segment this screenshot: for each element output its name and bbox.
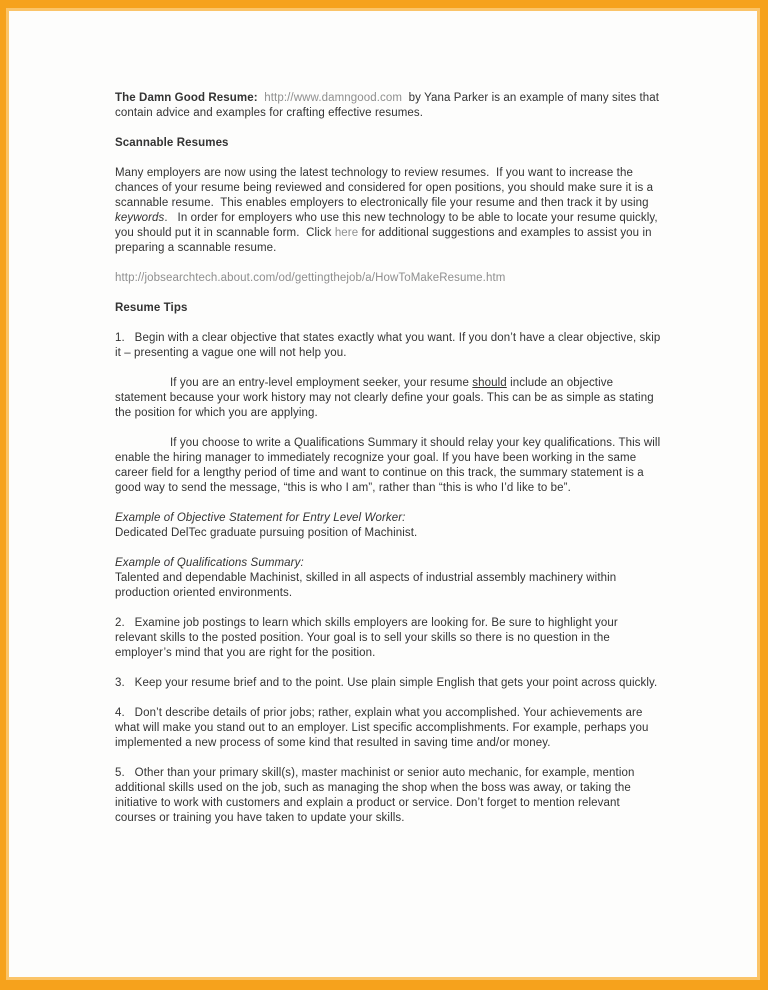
text-segment: 5. Other than your primary skill(s), master machinist or senior auto mechanic, for example, mention additional skills used on the job, such as managing the shop when the boss was away, or taking the initiative to work with customers and explain a product or service. Don’t forget to mention relevant courses or training you have taken to update your skills. (115, 767, 638, 824)
text-segment: Example of Qualifications Summary: (115, 557, 304, 569)
text-segment: Example of Objective Statement for Entry Level Worker: (115, 512, 406, 524)
hyperlink[interactable]: http://jobsearchtech.about.com/od/gettingthejob/a/HowToMakeResume.htm (115, 272, 506, 284)
text-segment: keywords (115, 212, 165, 224)
text-segment: should (472, 377, 507, 389)
hyperlink[interactable]: http://www.damngood.com (264, 92, 403, 104)
hyperlink[interactable]: here (334, 227, 359, 239)
text-segment: Many employers are now using the latest technology to review resumes. If you want to increase the chances of your resume being reviewed and considered for open positions, you should make sure it is a scannable resume. This enables employers to electronically file your resume and then track it by using (115, 167, 657, 209)
text-segment: Talented and dependable Machinist, skilled in all aspects of industrial assembly machinery within production oriented environments. (115, 572, 620, 599)
intro-paragraph (115, 91, 661, 121)
section-heading-resume-tips (115, 301, 661, 316)
resource-url (115, 271, 661, 286)
tip-4-paragraph (115, 706, 661, 751)
text-segment: 2. Examine job postings to learn which skills employers are looking for. Be sure to highlight your relevant skills to the posted position. Your goal is to sell your skills so there is no question in the employer’s mind that you are right for the position. (115, 617, 622, 659)
text-segment: 4. Don’t describe details of prior jobs; rather, explain what you accomplished. Your achievements are what will make you stand out to an employer. List specific accomplishments. For example, perhaps you implemented a new process of some kind that resulted in saving time and/or money. (115, 707, 652, 749)
text-segment: Resume Tips (115, 302, 188, 314)
document-page (9, 11, 757, 977)
text-segment: Scannable Resumes (115, 137, 229, 149)
text-segment: 1. Begin with a clear objective that states exactly what you want. If you don’t have a clear objective, skip it – presenting a vague one will not help you. (115, 332, 664, 359)
qualifications-summary-paragraph (115, 436, 664, 496)
section-heading-scannable-resumes (115, 136, 661, 151)
objective-example-label (115, 511, 661, 526)
objective-example-text (115, 526, 661, 541)
text-segment: for additional suggestions and examples to assist you in preparing a scannable resume. (115, 227, 655, 254)
summary-example-text (115, 571, 661, 601)
text-segment: If you choose to write a Qualifications Summary it should relay your key qualifications. This will enable the hiring manager to immediately recognize your goal. If you have been working in the same career field for a lengthy period of time and want to continue on this track, the summary statement is a good way to send the message, “this is who I am”, rather than “this is who I’d like to be”. (115, 437, 664, 494)
summary-example-label (115, 556, 661, 571)
tip-1-paragraph (115, 331, 664, 361)
text-segment: include an objective statement because your work history may not clearly define your goals. This can be as simple as stating the position for which you are applying. (115, 377, 658, 419)
text-segment: If you are an entry-level employment seeker, your resume (170, 377, 473, 389)
text-segment: . In order for employers who use this new technology to be able to locate your resume quickly, you should put it in scannable form. Click (115, 212, 661, 239)
tip-3-paragraph (115, 676, 661, 691)
text-segment: The Damn Good Resume: (115, 92, 258, 104)
document-content (115, 91, 664, 841)
text-segment: by Yana Parker is an example of many sites that contain advice and examples for crafting effective resumes. (115, 92, 663, 119)
text-segment: 3. Keep your resume brief and to the point. Use plain simple English that gets your point across quickly. (115, 677, 658, 689)
entry-level-paragraph (115, 376, 661, 421)
tip-2-paragraph (115, 616, 661, 661)
tip-5-paragraph (115, 766, 661, 826)
scannable-resumes-paragraph (115, 166, 661, 256)
text-segment: Dedicated DelTec graduate pursuing position of Machinist. (115, 527, 418, 539)
